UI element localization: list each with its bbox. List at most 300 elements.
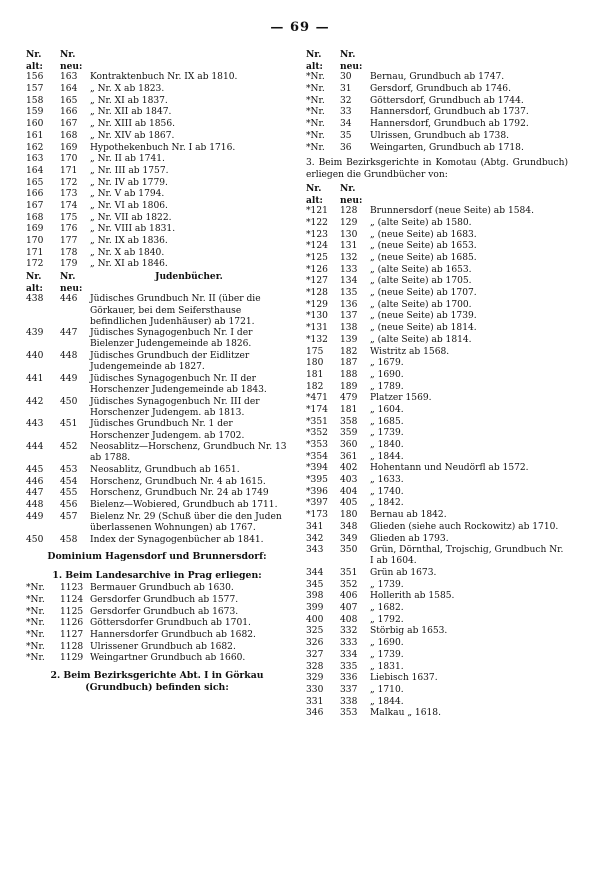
- table-row: [306, 119, 568, 131]
- cell-alt: 330: [306, 684, 324, 695]
- cell-entry: „ 1690.: [370, 638, 404, 649]
- table-row: [26, 178, 288, 190]
- cell-entry: Jüdisches Grundbuch der Eidlitzer Judengemeinde ab 1827.: [90, 351, 250, 373]
- table-row: [26, 442, 288, 465]
- cell-alt: 180: [306, 358, 324, 369]
- cell-neu: 171: [60, 165, 78, 176]
- col-subhead-alt: alt:: [306, 194, 323, 206]
- cell-alt: 449: [26, 511, 44, 522]
- cell-entry: „ 1679.: [370, 358, 404, 369]
- cell-alt: 162: [26, 142, 44, 153]
- col-head-title: [370, 49, 568, 61]
- cell-entry: Brunnersdorf (neue Seite) ab 1584.: [370, 206, 534, 217]
- section-title-judenbuecher: Judenbücher.: [155, 271, 223, 283]
- cell-entry: Grün, Dörnthal, Trojschig, Grundbuch Nr. I ab 1604.: [370, 545, 564, 567]
- cell-alt: *128: [306, 288, 328, 299]
- cell-neu: 403: [340, 475, 358, 486]
- cell-neu: 128: [340, 206, 358, 217]
- col-subhead-neu: neu:: [340, 194, 363, 206]
- cell-alt: 181: [306, 369, 324, 380]
- table-row: [306, 708, 568, 720]
- cell-alt: 400: [306, 614, 324, 625]
- cell-neu: 167: [60, 119, 78, 130]
- table-row: [26, 236, 288, 248]
- cell-alt: *173: [306, 510, 328, 521]
- section-2-heading: 2. Beim Bezirksgerichte Abt. I in Görkau (Grundbuch) befinden sich:: [50, 670, 264, 693]
- col-subhead-alt: alt:: [306, 60, 323, 72]
- cell-entry: „ (neue Seite) ab 1685.: [370, 253, 477, 264]
- cell-entry: Horschenz, Grundbuch Nr. 4 ab 1615.: [90, 476, 266, 487]
- table-row: [306, 510, 568, 522]
- cell-neu: 173: [60, 189, 78, 200]
- table-row: [306, 487, 568, 499]
- cell-entry: Hannersdorf, Grundbuch ab 1737.: [370, 107, 529, 118]
- table-subheader-row: [26, 283, 288, 295]
- table-row: [306, 72, 568, 84]
- cell-neu: 350: [340, 545, 358, 556]
- cell-neu: 452: [60, 442, 78, 453]
- cell-neu: 188: [340, 369, 358, 380]
- cell-alt: *131: [306, 323, 328, 334]
- table-row: [26, 96, 288, 108]
- cell-alt: 443: [26, 419, 44, 430]
- cell-entry: „ Nr. IX ab 1836.: [90, 236, 168, 246]
- table-row: [306, 107, 568, 119]
- cell-neu: 137: [340, 311, 358, 322]
- cell-alt: 169: [26, 224, 44, 235]
- left-column: [26, 49, 288, 695]
- cell-alt: 160: [26, 119, 44, 130]
- cell-entry: Hypothekenbuch Nr. I ab 1716.: [90, 142, 236, 153]
- cell-neu: 187: [340, 358, 358, 369]
- cell-alt: *Nr.: [306, 119, 325, 130]
- cell-entry: „ Nr. IV ab 1779.: [90, 177, 168, 188]
- cell-entry: Liebisch 1637.: [370, 673, 438, 684]
- cell-entry: „ 1842.: [370, 498, 404, 509]
- cell-alt: 328: [306, 661, 324, 672]
- cell-entry: Horschenz, Grundbuch Nr. 24 ab 1749: [90, 488, 269, 499]
- cell-neu: 131: [340, 241, 358, 252]
- table-row: [26, 500, 288, 512]
- cell-neu: 449: [60, 373, 78, 384]
- cell-entry: „ 1844.: [370, 696, 404, 707]
- cell-neu: 351: [340, 568, 358, 578]
- page-number: — 69 —: [270, 20, 330, 35]
- cell-neu: 177: [60, 236, 78, 246]
- table-row: [306, 96, 568, 108]
- cell-entry: Jüdisches Synagogenbuch Nr. I der Bielenzer Judengemeinde ab 1826.: [90, 328, 253, 350]
- cell-entry: Bernau, Grundbuch ab 1747.: [370, 72, 505, 83]
- left-table-2: [26, 271, 288, 546]
- cell-neu: 175: [60, 212, 78, 223]
- cell-entry: „ 1633.: [370, 475, 404, 486]
- table-row: [26, 642, 288, 654]
- table-row: [306, 131, 568, 143]
- table-row: [26, 607, 288, 619]
- left-table-3: [26, 583, 288, 665]
- cell-neu: 456: [60, 500, 78, 511]
- cell-alt: 167: [26, 200, 44, 211]
- cell-neu: 1125: [60, 606, 84, 617]
- cell-alt: *Nr.: [26, 641, 45, 652]
- col-head-alt-nr: Nr.: [26, 49, 42, 60]
- cell-neu: 139: [340, 334, 358, 345]
- cell-alt: *125: [306, 253, 328, 264]
- table-row: [26, 119, 288, 131]
- col-head-neu-nr: Nr.: [60, 49, 76, 60]
- cell-alt: 182: [306, 381, 324, 392]
- cell-neu: 332: [340, 626, 358, 637]
- table-row: [26, 351, 288, 374]
- col-subhead-title: [370, 61, 568, 73]
- section-3-heading: 3. Beim Bezirksgerichte in Komotau (Abtg. Grundbuch) erliegen die Grundbücher von:: [306, 158, 568, 180]
- cell-neu: 135: [340, 288, 358, 299]
- table-row: [306, 580, 568, 592]
- table-row: [306, 382, 568, 394]
- table-header-row: [26, 49, 288, 61]
- table-header-row: [26, 271, 288, 283]
- table-row: [26, 477, 288, 489]
- table-row: [26, 535, 288, 547]
- cell-neu: 446: [60, 294, 78, 305]
- cell-entry: „ 1604.: [370, 404, 404, 415]
- cell-alt: *121: [306, 206, 328, 217]
- right-table-1: [306, 49, 568, 154]
- cell-entry: Gersdorfer Grundbuch ab 1673.: [90, 606, 239, 617]
- cell-neu: 179: [60, 259, 78, 270]
- table-row: [306, 206, 568, 218]
- cell-alt: *Nr.: [26, 583, 45, 594]
- table-row: [306, 626, 568, 638]
- table-row: [26, 189, 288, 201]
- cell-neu: 166: [60, 107, 78, 118]
- cell-alt: 166: [26, 189, 44, 200]
- cell-neu: 168: [60, 130, 78, 141]
- cell-alt: *Nr.: [26, 618, 45, 629]
- cell-entry: „ 1710.: [370, 684, 404, 695]
- cell-neu: 454: [60, 476, 78, 487]
- cell-entry: „ Nr. V ab 1794.: [90, 189, 165, 200]
- col-subhead-alt: alt:: [26, 60, 43, 72]
- cell-alt: *174: [306, 404, 328, 415]
- table-row: [26, 328, 288, 351]
- cell-alt: 170: [26, 236, 44, 246]
- cell-alt: 399: [306, 603, 324, 614]
- table-row: [26, 201, 288, 213]
- cell-entry: „ Nr. X ab 1823.: [90, 84, 165, 95]
- table-row: [306, 405, 568, 417]
- cell-neu: 448: [60, 351, 78, 362]
- table-row: [306, 534, 568, 546]
- table-row: [306, 143, 568, 155]
- col-subhead-neu: neu:: [340, 60, 363, 72]
- cell-entry: „ Nr. III ab 1757.: [90, 165, 169, 176]
- cell-alt: 346: [306, 708, 324, 719]
- col-head-alt-nr: Nr.: [306, 182, 322, 194]
- cell-entry: Platzer 1569.: [370, 393, 432, 404]
- table-row: [306, 276, 568, 288]
- table-row: [306, 615, 568, 627]
- col-head-neu-nr: Nr.: [340, 182, 356, 194]
- cell-neu: 402: [340, 463, 358, 474]
- right-table-2: [306, 183, 568, 720]
- cell-alt: *471: [306, 393, 328, 404]
- table-row: [306, 650, 568, 662]
- cell-neu: 1126: [60, 618, 84, 629]
- cell-alt: 450: [26, 534, 44, 545]
- cell-entry: Grün ab 1673.: [370, 568, 437, 578]
- cell-entry: „ 1739.: [370, 649, 404, 660]
- cell-entry: Glieden (siehe auch Rockowitz) ab 1710.: [370, 521, 559, 532]
- table-row: [306, 603, 568, 615]
- table-row: [26, 512, 288, 535]
- cell-neu: 404: [340, 486, 358, 497]
- cell-neu: 33: [340, 107, 352, 118]
- cell-neu: 457: [60, 511, 78, 522]
- cell-alt: *354: [306, 451, 328, 462]
- cell-alt: 172: [26, 259, 44, 270]
- cell-entry: „ Nr. XIII ab 1856.: [90, 119, 175, 130]
- table-row: [26, 294, 288, 328]
- cell-neu: 360: [340, 440, 358, 451]
- cell-neu: 1128: [60, 641, 84, 652]
- cell-entry: Bernau ab 1842.: [370, 510, 447, 521]
- cell-neu: 348: [340, 521, 358, 532]
- cell-entry: Index der Synagogenbücher ab 1841.: [90, 534, 264, 545]
- cell-entry: „ (neue Seite) ab 1739.: [370, 311, 477, 322]
- cell-entry: „ 1690.: [370, 369, 404, 380]
- table-row: [306, 241, 568, 253]
- col-subhead-title: [90, 283, 288, 295]
- cell-entry: Jüdisches Synagogenbuch Nr. III der Horschenzer Judengem. ab 1813.: [90, 396, 260, 418]
- cell-alt: 442: [26, 396, 44, 407]
- table-row: [26, 248, 288, 260]
- cell-alt: 344: [306, 568, 324, 578]
- table-row: [26, 166, 288, 178]
- cell-neu: 181: [340, 404, 358, 415]
- col-subhead-neu: neu:: [60, 282, 83, 294]
- cell-alt: 440: [26, 351, 44, 362]
- cell-entry: Hollerith ab 1585.: [370, 591, 455, 602]
- cell-alt: 175: [306, 346, 324, 357]
- cell-alt: 444: [26, 442, 44, 453]
- cell-entry: Wistritz ab 1568.: [370, 346, 450, 357]
- cell-alt: *352: [306, 428, 328, 439]
- col-head-title: [370, 183, 568, 195]
- cell-entry: „ (neue Seite) ab 1814.: [370, 323, 477, 334]
- cell-neu: 1127: [60, 630, 84, 640]
- table-row: [306, 685, 568, 697]
- dominium-heading: Dominium Hagensdorf und Brunnersdorf:: [47, 551, 267, 563]
- cell-neu: 134: [340, 276, 358, 287]
- cell-alt: *Nr.: [26, 594, 45, 605]
- right-column: [306, 49, 568, 720]
- col-head-neu-nr: Nr.: [340, 49, 356, 60]
- cell-entry: „ Nr. II ab 1741.: [90, 154, 165, 165]
- cell-neu: 447: [60, 328, 78, 339]
- cell-alt: *129: [306, 299, 328, 310]
- cell-neu: 180: [340, 510, 358, 521]
- cell-alt: 326: [306, 638, 324, 649]
- cell-neu: 450: [60, 396, 78, 407]
- table-row: [26, 259, 288, 271]
- table-row: [26, 488, 288, 500]
- cell-entry: „ (neue Seite) ab 1683.: [370, 229, 477, 240]
- table-row: [306, 417, 568, 429]
- table-row: [306, 697, 568, 709]
- cell-alt: 447: [26, 488, 44, 499]
- col-subhead-neu: neu:: [60, 60, 83, 72]
- cell-alt: *395: [306, 475, 328, 486]
- table-row: [306, 452, 568, 464]
- cell-entry: „ 1740.: [370, 486, 404, 497]
- cell-alt: 161: [26, 130, 44, 141]
- cell-neu: 133: [340, 264, 358, 275]
- cell-neu: 32: [340, 95, 352, 106]
- section-1-heading: 1. Beim Landesarchive in Prag erliegen:: [52, 569, 262, 581]
- cell-alt: 441: [26, 373, 44, 384]
- cell-alt: 331: [306, 696, 324, 707]
- cell-neu: 138: [340, 323, 358, 334]
- cell-neu: 349: [340, 533, 358, 544]
- cell-entry: Malkau „ 1618.: [370, 708, 441, 719]
- cell-entry: „ (alte Seite) ab 1814.: [370, 334, 472, 345]
- cell-entry: „ (alte Seite) ab 1653.: [370, 264, 472, 275]
- cell-entry: Glieden ab 1793.: [370, 533, 449, 544]
- table-row: [306, 370, 568, 382]
- cell-alt: 342: [306, 533, 324, 544]
- table-row: [306, 358, 568, 370]
- cell-entry: Kontraktenbuch Nr. IX ab 1810.: [90, 72, 238, 83]
- table-header-row: [306, 183, 568, 195]
- table-row: [26, 465, 288, 477]
- table-row: [26, 84, 288, 96]
- cell-entry: Hohentann und Neudörfl ab 1572.: [370, 463, 529, 474]
- table-row: [306, 230, 568, 242]
- cell-neu: 172: [60, 177, 78, 188]
- cell-alt: 439: [26, 328, 44, 339]
- table-row: [26, 618, 288, 630]
- two-column-layout: [26, 49, 574, 720]
- cell-entry: „ Nr. XI ab 1846.: [90, 259, 168, 270]
- table-row: [306, 347, 568, 359]
- cell-neu: 164: [60, 84, 78, 95]
- cell-alt: 448: [26, 500, 44, 511]
- cell-neu: 130: [340, 229, 358, 240]
- table-row: [26, 107, 288, 119]
- cell-alt: *351: [306, 416, 328, 427]
- cell-alt: *132: [306, 334, 328, 345]
- col-subhead-title: [90, 61, 288, 73]
- table-row: [26, 419, 288, 442]
- cell-neu: 458: [60, 534, 78, 545]
- table-row: [306, 84, 568, 96]
- cell-neu: 333: [340, 638, 358, 649]
- cell-neu: 338: [340, 696, 358, 707]
- table-row: [306, 323, 568, 335]
- cell-alt: 445: [26, 465, 44, 475]
- table-row: [26, 224, 288, 236]
- cell-neu: 337: [340, 684, 358, 695]
- cell-neu: 174: [60, 200, 78, 211]
- cell-alt: *396: [306, 486, 328, 497]
- cell-entry: „ Nr. X ab 1840.: [90, 247, 165, 258]
- col-subhead-alt: alt:: [26, 282, 43, 294]
- cell-entry: „ Nr. XIV ab 1867.: [90, 130, 175, 141]
- cell-alt: *124: [306, 241, 328, 252]
- cell-neu: 1124: [60, 594, 84, 605]
- cell-entry: „ 1831.: [370, 661, 404, 672]
- cell-alt: *122: [306, 217, 328, 228]
- cell-entry: „ 1739.: [370, 428, 404, 439]
- cell-neu: 352: [340, 579, 358, 590]
- cell-alt: 156: [26, 72, 44, 83]
- cell-entry: „ 1844.: [370, 451, 404, 462]
- cell-alt: 157: [26, 84, 44, 95]
- col-head-alt-nr: Nr.: [306, 49, 322, 60]
- cell-alt: 168: [26, 212, 44, 223]
- cell-entry: „ 1685.: [370, 416, 404, 427]
- cell-alt: 159: [26, 107, 44, 118]
- table-row: [306, 568, 568, 580]
- cell-entry: „ (neue Seite) ab 1707.: [370, 288, 477, 299]
- table-row: [306, 522, 568, 534]
- table-row: [26, 72, 288, 84]
- cell-entry: „ 1792.: [370, 614, 404, 625]
- cell-alt: *397: [306, 498, 328, 509]
- cell-neu: 178: [60, 247, 78, 258]
- cell-entry: Neosablitz, Grundbuch ab 1651.: [90, 465, 240, 475]
- cell-entry: „ (alte Seite) ab 1700.: [370, 299, 472, 310]
- table-row: [26, 653, 288, 665]
- cell-alt: *353: [306, 440, 328, 451]
- cell-alt: *Nr.: [306, 107, 325, 118]
- cell-neu: 1123: [60, 583, 84, 594]
- cell-entry: Weingartner Grundbuch ab 1660.: [90, 653, 246, 664]
- cell-neu: 358: [340, 416, 358, 427]
- table-row: [26, 397, 288, 420]
- table-row: [26, 583, 288, 595]
- table-row: [26, 630, 288, 642]
- cell-neu: 361: [340, 451, 358, 462]
- cell-alt: 327: [306, 649, 324, 660]
- table-row: [306, 545, 568, 568]
- cell-entry: „ 1840.: [370, 440, 404, 451]
- cell-entry: Ulrissener Grundbuch ab 1682.: [90, 641, 236, 652]
- table-row: [26, 374, 288, 397]
- cell-alt: 446: [26, 476, 44, 487]
- cell-neu: 34: [340, 119, 352, 130]
- cell-neu: 335: [340, 661, 358, 672]
- cell-entry: Störbig ab 1653.: [370, 626, 448, 637]
- cell-alt: 438: [26, 294, 44, 305]
- cell-alt: 165: [26, 177, 44, 188]
- cell-neu: 163: [60, 72, 78, 83]
- cell-neu: 453: [60, 465, 78, 475]
- table-row: [306, 265, 568, 277]
- cell-alt: *394: [306, 463, 328, 474]
- table-row: [306, 428, 568, 440]
- cell-alt: *Nr.: [26, 653, 45, 664]
- col-head-alt-nr: Nr.: [26, 271, 42, 283]
- cell-neu: 1129: [60, 653, 84, 664]
- cell-neu: 336: [340, 673, 358, 684]
- table-row: [306, 463, 568, 475]
- cell-neu: 136: [340, 299, 358, 310]
- table-row: [306, 393, 568, 405]
- cell-alt: 163: [26, 154, 44, 165]
- cell-neu: 170: [60, 154, 78, 165]
